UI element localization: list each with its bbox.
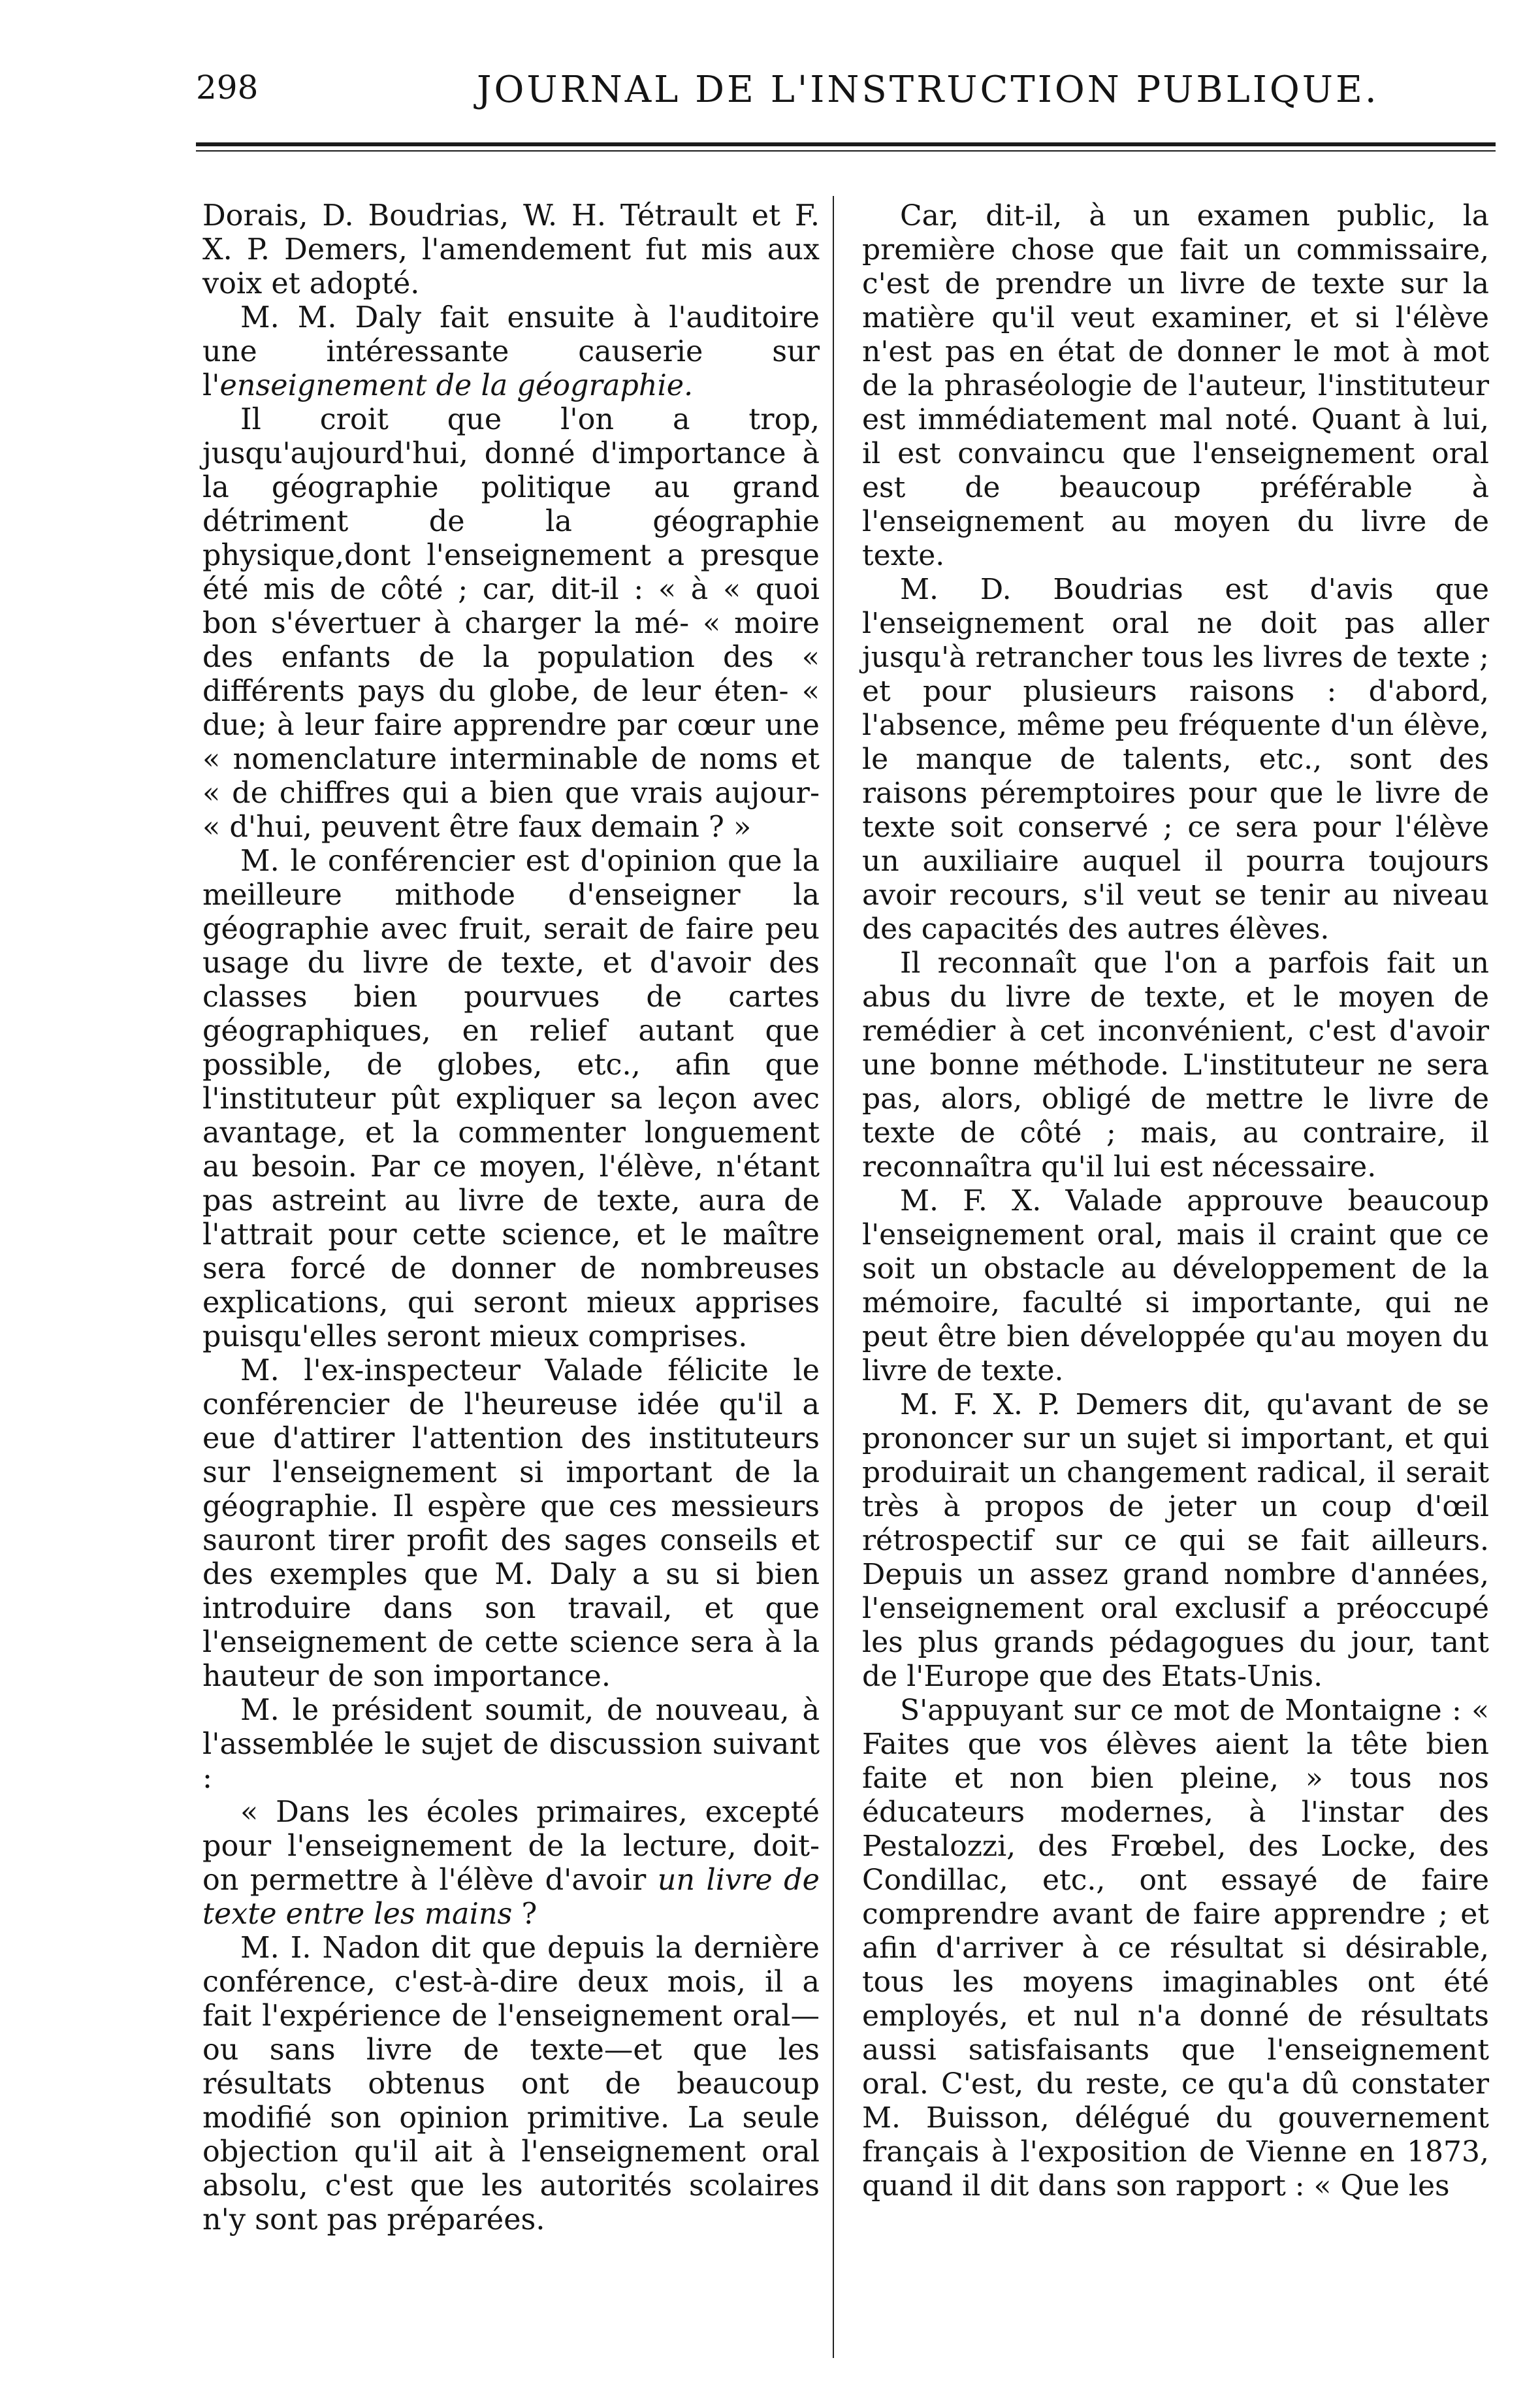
paragraph: Dorais, D. Boudrias, W. H. Tétrault et F. X. P. Demers, l'amendement fut mis aux voix et adopté. [202,199,820,300]
italic-title: enseignement de la géographie. [219,369,694,402]
right-column [862,199,1489,2203]
left-column [202,199,820,2237]
page-number: 298 [196,69,259,106]
paragraph: Il croit que l'on a trop, jusqu'aujourd'hui, donné d'importance à la géographie politique au grand détriment de la géographie physique,dont l'enseignement a presque été mis de côté ; car, dit-il : « à « quoi bon s'évertuer à charger la mé- « moire des enfants de la population des « différents pays du globe, de leur éten- « due; à leur faire apprendre par cœur une « nomenclature interminable de noms et « de chiffres qui a bien que vrais aujour- « d'hui, peuvent être faux demain ? » [202,403,820,844]
paragraph: M. F. X. Valade approuve beaucoup l'enseignement oral, mais il craint que ce soit un obstacle au développement de la mémoire, faculté si importante, qui ne peut être bien développée qu'au moyen du livre de texte. [862,1184,1489,1387]
italic-phrase: un livre de texte entre les mains [202,1864,820,1931]
paragraph: M. D. Boudrias est d'avis que l'enseignement oral ne doit pas aller jusqu'à retrancher tous les livres de texte ; et pour plusieurs raisons : d'abord, l'absence, même peu fréquente d'un élève, le manque de talents, etc., sont des raisons péremptoires pour que le livre de texte soit conservé ; ce sera pour l'élève un auxiliaire auquel il pourra toujours avoir recours, s'il veut se tenir au niveau des capacités des autres élèves. [862,573,1489,946]
paragraph [202,301,820,403]
header-rule-thin [196,150,1496,152]
column-divider [833,196,834,2358]
running-title: JOURNAL DE L'INSTRUCTION PUBLIQUE. [477,69,1379,111]
paragraph: M. le président soumit, de nouveau, à l'assemblée le sujet de discussion suivant : [202,1694,820,1795]
paragraph: S'appuyant sur ce mot de Montaigne : « Faites que vos élèves aient la tête bien faite et non bien pleine, » tous nos éducateurs modernes, à l'instar des Pestalozzi, des Frœbel, des Locke, des Condillac, etc., ont essayé de faire comprendre avant de faire apprendre ; et afin d'arriver à ce résultat si désirable, tous les moyens imaginables ont été employés, et nul n'a donné de résultats aussi satisfaisants que l'enseignement oral. C'est, du reste, ce qu'a dû constater M. Buisson, délégué du gouvernement français à l'exposition de Vienne en 1873, quand il dit dans son rapport : « Que les [862,1694,1489,2203]
quote-end: ? [512,1898,537,1931]
paragraph-text: M. M. Daly fait ensuite à l'auditoire une intéressante causerie sur l' [202,301,820,402]
paragraph: Il reconnaît que l'on a parfois fait un abus du livre de texte, et le moyen de remédier à cet inconvénient, c'est d'avoir une bonne méthode. L'instituteur ne sera pas, alors, obligé de mettre le livre de texte de côté ; mais, au contraire, il reconnaîtra qu'il lui est nécessaire. [862,946,1489,1184]
quote-text: « Dans les écoles primaires, excepté pour l'enseignement de la lecture, doit-on permettre à l'élève d'avoir [202,1796,820,1897]
header-rule [196,142,1496,146]
page-header [196,69,1379,134]
paragraph: M. I. Nadon dit que depuis la dernière conférence, c'est-à-dire deux mois, il a fait l'expérience de l'enseignement oral—ou sans livre de texte—et que les résultats obtenus ont de beaucoup modifié son opinion primitive. La seule objection qu'il ait à l'enseignement oral absolu, c'est que les autorités scolaires n'y sont pas préparées. [202,1931,820,2237]
paragraph: Car, dit-il, à un examen public, la première chose que fait un commissaire, c'est de prendre un livre de texte sur la matière qu'il veut examiner, et si l'élève n'est pas en état de donner le mot à mot de la phraséologie de l'auteur, l'instituteur est immédiatement mal noté. Quant à lui, il est convaincu que l'enseignement oral est de beaucoup préférable à l'enseignement au moyen du livre de texte. [862,199,1489,572]
paragraph [202,1796,820,1931]
paragraph: M. l'ex-inspecteur Valade félicite le conférencier de l'heureuse idée qu'il a eue d'attirer l'attention des instituteurs sur l'enseignement si important de la géographie. Il espère que ces messieurs sauront tirer profit des sages conseils et des exemples que M. Daly a su si bien introduire dans son travail, et que l'enseignement de cette science sera à la hauteur de son importance. [202,1354,820,1693]
paragraph: M. le conférencier est d'opinion que la meilleure mithode d'enseigner la géographie avec fruit, serait de faire peu usage du livre de texte, et d'avoir des classes bien pourvues de cartes géographiques, en relief autant que possible, de globes, etc., afin que l'instituteur pût expliquer sa leçon avec avantage, et la commenter longuement au besoin. Par ce moyen, l'élève, n'étant pas astreint au livre de texte, aura de l'attrait pour cette science, et le maître sera forcé de donner de nombreuses explications, qui seront mieux apprises puisqu'elles seront mieux comprises. [202,845,820,1353]
paragraph: M. F. X. P. Demers dit, qu'avant de se prononcer sur un sujet si important, et qui produirait un changement radical, il serait très à propos de jeter un coup d'œil rétrospectif sur ce qui se fait ailleurs. Depuis un assez grand nombre d'années, l'enseignement oral exclusif a préoccupé les plus grands pédagogues du jour, tant de l'Europe que des Etats-Unis. [862,1388,1489,1693]
